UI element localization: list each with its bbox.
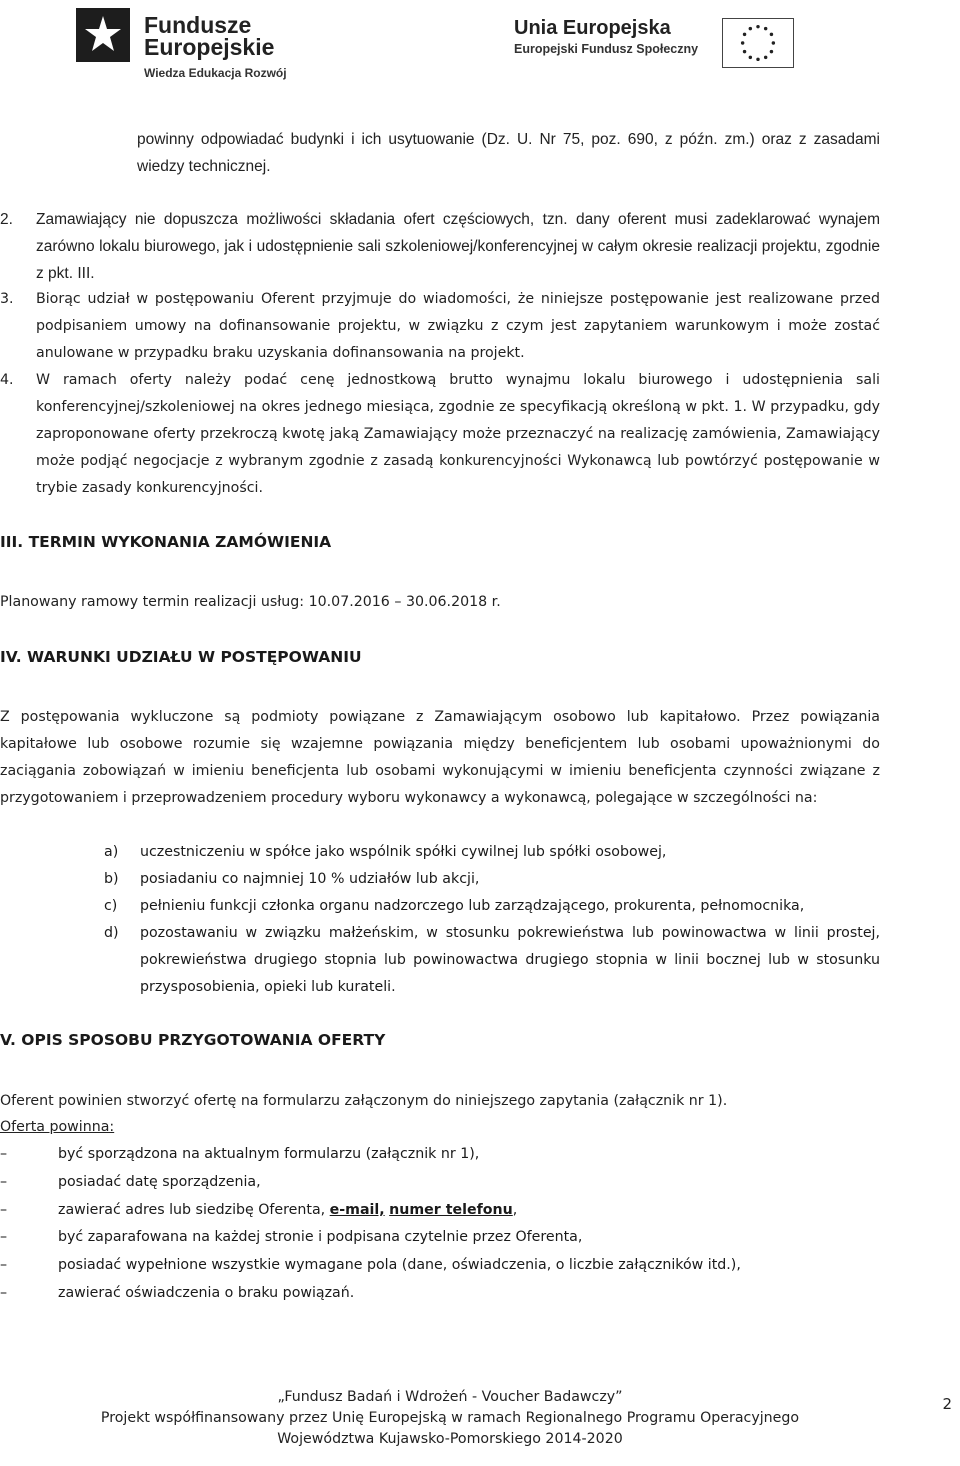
item-2-number: 2. [0,211,13,228]
dash-text-2: posiadać datę sporządzenia, [58,1174,261,1190]
logo-line-efs: Europejski Fundusz Społeczny [514,42,699,56]
list-text-c: pełnieniu funkcji członka organu nadzorczego lub zarządzającego, prokurenta, pełnomocnika, [140,898,805,914]
section-5-heading: V. OPIS SPOSOBU PRZYGOTOWANIA OFERTY [0,1031,386,1049]
list-text-b: posiadaniu co najmniej 10 % udziałów lub akcji, [140,871,480,887]
list-letter-c: c) [104,898,118,914]
footer-line-2: Projekt współfinansowany przez Unię Europejską w ramach Regionalnego Programu Operacyjnego [100,1410,800,1426]
dash-6: – [0,1285,8,1301]
section-4-heading: IV. WARUNKI UDZIAŁU W POSTĘPOWANIU [0,648,362,666]
item-3-text: Biorąc udział w postępowaniu Oferent przyjmuje do wiadomości, że niniejsze postępowanie jest realizowane przed podpisaniem umowy na dofinansowanie projektu, w związku z czym jest zapytaniem warunkowym i może zostać anulowane w przypadku braku uzyskania dofinansowania na projekt. [36,291,880,361]
unia-europejska-text [514,16,714,56]
unia-europejska-logo [514,16,914,76]
dash-text-1: być sporządzona na aktualnym formularzu (załącznik nr 1), [58,1146,480,1162]
item-2-text: Zamawiający nie dopuszcza możliwości składania ofert częściowych, tzn. dany oferent musi zadeklarować wynajem zarówno lokalu biurowego, jak i udostępnienie sali szkoleniowej/konferencyjnej w całym okresie realizacji projektu, zgodnie z pkt. III. [36,211,880,282]
logo-line-europejskie: Europejskie [144,34,275,60]
page-number: 2 [942,1395,952,1413]
footer-line-3: Województwa Kujawsko-Pomorskiego 2014-2020 [277,1431,623,1447]
fundusze-europejskie-logo [72,4,302,80]
dash-text-5: posiadać wypełnione wszystkie wymagane pola (dane, oświadczenia, o liczbie załączników itd.), [58,1257,741,1273]
section-3-text: Planowany ramowy termin realizacji usług: 10.07.2016 – 30.06.2018 r. [0,594,501,610]
list-letter-b: b) [104,871,119,887]
dash-4: – [0,1229,8,1245]
list-text-d: pozostawaniu w związku małżeńskim, w stosunku pokrewieństwa lub powinowactwa w linii prostej, pokrewieństwa drugiego stopnia lub powinowactwa drugiego stopnia w linii bocznej lub w stosunku przysposobienia, opieki lub kurateli. [140,925,880,995]
fundusze-europejskie-text [144,14,314,80]
list-letter-a: a) [104,844,119,860]
eu-flag-icon [722,18,794,68]
section-3-heading: III. TERMIN WYKONANIA ZAMÓWIENIA [0,533,332,551]
dash-3: – [0,1202,8,1218]
phone-underlined: numer telefonu [389,1202,513,1218]
item-3-number: 3. [0,291,14,307]
logo-line-fundusze: Fundusze [144,12,252,38]
item-4-text: W ramach oferty należy podać cenę jednostkową brutto wynajmu lokalu biurowego i udostępnienia sali konferencyjnej/szkoleniowej na okres jednego miesiąca, zgodnie ze specyfikacją określoną w pkt. 1. W przypadku, gdy zaproponowane oferty przekroczą kwotę jaką Zamawiający może przeznaczyć na realizację zamówienia, Zamawiający może podjąć negocjacje z wybranym zgodnie z zasadą konkurencyjności Wykonawcą lub powtórzyć postępowanie w trybie zasady konkurencyjności. [36,372,880,496]
item-4-number: 4. [0,372,14,388]
dash-text-3 [58,1197,517,1224]
intro-paragraph: powinny odpowiadać budynki i ich usytuowanie (Dz. U. Nr 75, poz. 690, z późn. zm.) oraz z zasadami wiedzy technicznej. [137,131,880,175]
logo-line-tagline: Wiedza Edukacja Rozwój [144,66,287,80]
fundusze-europejskie-star-icon [72,4,134,66]
logo-line-unia: Unia Europejska [514,17,671,39]
footer-line-1: „Fundusz Badań i Wdrożeń - Voucher Badawczy” [277,1389,623,1405]
page-footer [0,1387,900,1450]
section-4-text: Z postępowania wykluczone są podmioty powiązane z Zamawiającym osobowo lub kapitałowo. Przez powiązania kapitałowe lub osobowe rozumie się wzajemne powiązania między beneficjentem lub osobami upoważnionymi do zaciągania zobowiązań w imieniu beneficjenta lub osobami wykonującymi w imieniu beneficjenta czynności związane z przygotowaniem i przeprowadzeniem procedury wyboru wykonawcy a wykonawcą, polegające w szczególności na: [0,709,880,806]
section-5-subheading: Oferta powinna: [0,1119,115,1135]
dash-text-6: zawierać oświadczenia o braku powiązań. [58,1285,355,1301]
list-letter-d: d) [104,925,119,941]
dash-text-3-suffix: , [512,1202,518,1218]
list-text-a: uczestniczeniu w spółce jako wspólnik spółki cywilnej lub spółki osobowej, [140,844,667,860]
email-underlined: e-mail, [329,1202,385,1218]
dash-2: – [0,1174,8,1190]
dash-5: – [0,1257,8,1273]
dash-text-4: być zaparafowana na każdej stronie i podpisana czytelnie przez Oferenta, [58,1229,583,1245]
section-5-text: Oferent powinien stworzyć ofertę na formularzu załączonym do niniejszego zapytania (załącznik nr 1). [0,1093,728,1109]
dash-1: – [0,1146,8,1162]
dash-text-3-prefix: zawierać adres lub siedzibę Oferenta, [58,1202,330,1218]
